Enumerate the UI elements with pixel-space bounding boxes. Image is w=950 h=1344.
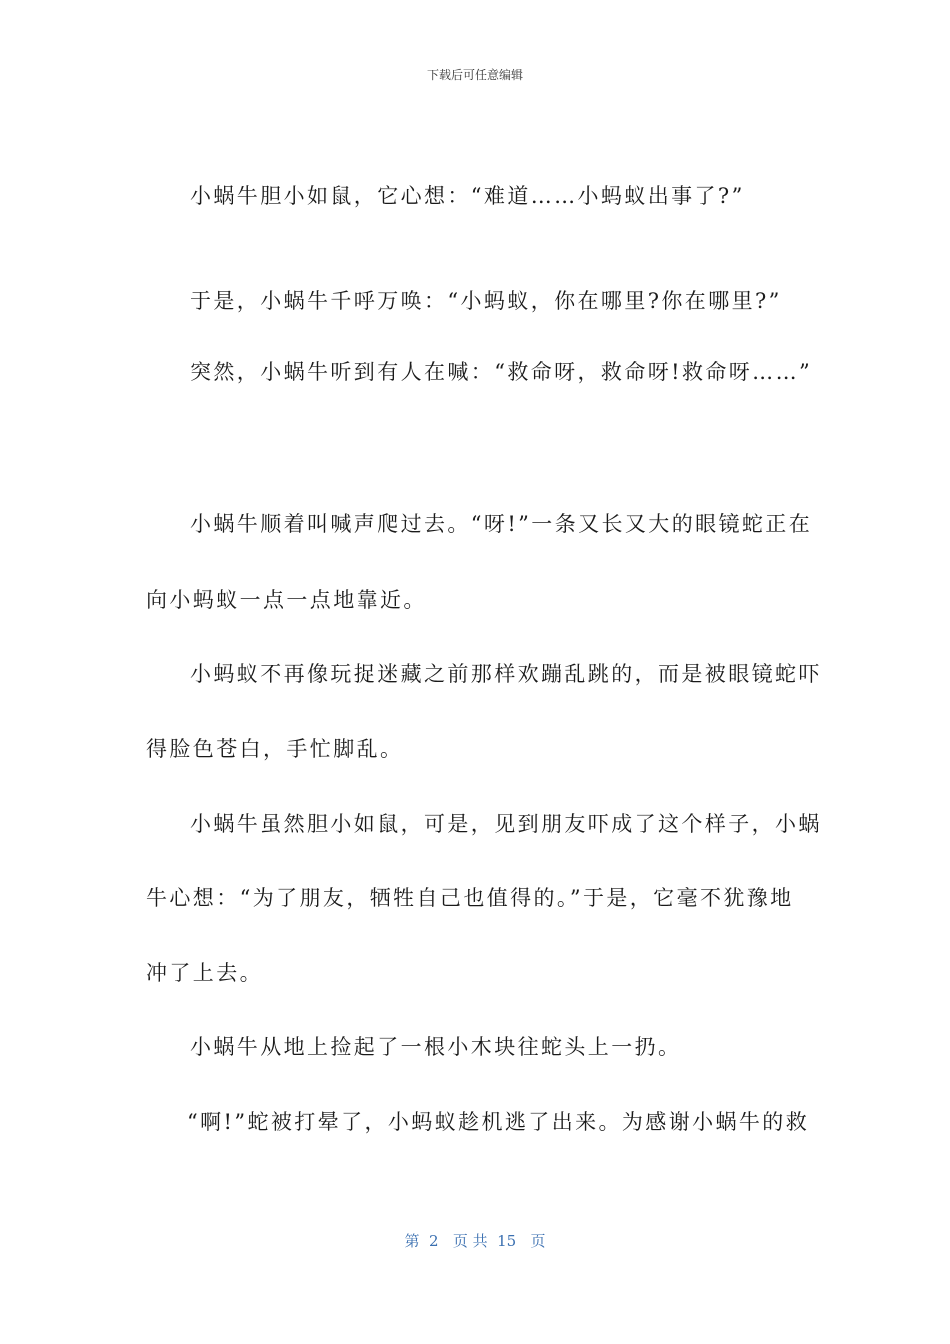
page-header: 下载后可任意编辑	[426, 68, 523, 82]
paragraph-line: 冲了上去。	[146, 961, 263, 985]
paragraph-line: 于是，小蜗牛千呼万唤：“小蚂蚁，你在哪里?你在哪里?”	[190, 289, 782, 313]
paragraph-line: 小蜗牛从地上捡起了一根小木块往蛇头上一扔。	[190, 1035, 682, 1059]
paragraph-line: 牛心想：“为了朋友，牺牲自己也值得的。”于是，它毫不犹豫地	[146, 886, 794, 910]
paragraph-line: “啊!”蛇被打晕了，小蚂蚁趁机逃了出来。为感谢小蜗牛的救	[187, 1110, 810, 1134]
paragraph-line: 小蚂蚁不再像玩捉迷藏之前那样欢蹦乱跳的，而是被眼镜蛇吓	[190, 662, 822, 686]
paragraph-line: 小蜗牛胆小如鼠，它心想：“难道……小蚂蚁出事了?”	[190, 184, 745, 208]
paragraph-line: 小蜗牛顺着叫喊声爬过去。“呀!”一条又长又大的眼镜蛇正在	[190, 512, 813, 536]
paragraph-line: 得脸色苍白，手忙脚乱。	[146, 737, 404, 761]
page-footer: 第 2 页 共 15 页	[404, 1232, 546, 1250]
paragraph-line: 向小蚂蚁一点一点地靠近。	[146, 588, 427, 612]
paragraph-line: 突然，小蜗牛听到有人在喊：“救命呀，救命呀!救命呀……”	[190, 360, 813, 384]
paragraph-line: 小蜗牛虽然胆小如鼠，可是，见到朋友吓成了这个样子，小蜗	[190, 812, 822, 836]
